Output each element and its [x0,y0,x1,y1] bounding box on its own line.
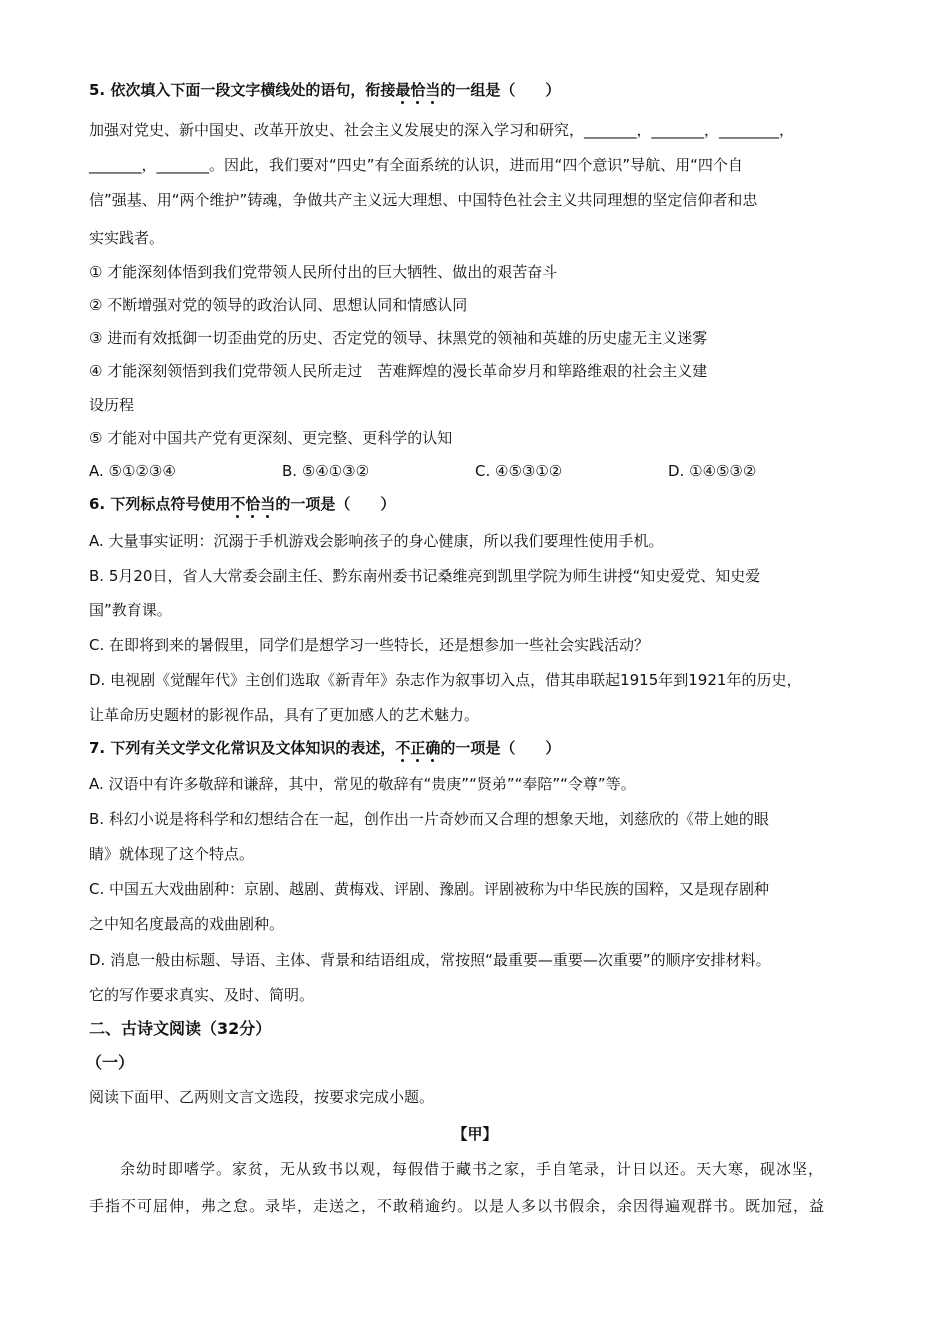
q7-emphasis [395,739,440,757]
q5-paragraph-line: 实实践者。 [89,229,165,247]
q5-paragraph-line: _______，_______。因此，我们要对“四史”有全面系统的认识，进而用“四个意识”导航、用“四个自 [89,156,743,174]
emphasis-char: 当 [425,81,441,99]
q5-emphasis [395,81,440,99]
section-heading: 二、古诗文阅读（32分） [89,1019,272,1038]
q7-stem: 7. 下列有关文学文化常识及文体知识的表述，不正确的一项是（ ） [89,739,561,757]
emphasis-char: 当 [260,495,276,513]
q7-option-b[interactable]: B. 科幻小说是将科学和幻想结合在一起，创作出一片奇妙而又合理的想象天地，刘慈欣的《带上她的眼 [89,810,769,828]
q7-option-d[interactable]: D. 消息一般由标题、导语、主体、背景和结语组成，常按照“最重要—重要—次重要”的顺序安排材料。 [89,951,771,969]
q6-option-b[interactable]: B. 5月20日，省人大常委会副主任、黔东南州委书记桑维亮到凯里学院为师生讲授“知史爱党、知史爱 [89,567,761,585]
q7-option-c[interactable]: C. 中国五大戏曲剧种：京剧、越剧、黄梅戏、评剧、豫剧。评剧被称为中华民族的国粹，又是现存剧种 [89,880,770,898]
q7-option-d-cont: 它的写作要求真实、及时、简明。 [89,986,315,1004]
emphasis-char: 确 [425,739,441,757]
q6-emphasis [230,495,275,513]
q5-option-a[interactable]: A. ⑤①②③④ [89,462,176,480]
q5-item: ⑤ 才能对中国共产党有更深刻、更完整、更科学的认知 [89,429,453,447]
passage-line: 余幼时即嗜学。家贫，无从致书以观，每假借于藏书之家，手自笔录，计日以还。天大寒，砚冰坚， [120,1160,825,1178]
q7-option-a[interactable]: A. 汉语中有许多敬辞和谦辞，其中，常见的敬辞有“贵庚”“贤弟”“奉陪”“令尊”等。 [89,775,636,793]
emphasis-char: 最 [395,81,411,99]
q5-item: ④ 才能深刻领悟到我们党带领人民所走过 苦难辉煌的漫长革命岁月和筚路维艰的社会主义建 [89,362,708,380]
q5-paragraph-line: 加强对党史、新中国史、改革开放史、社会主义发展史的深入学习和研究，_______，_______，________， [89,121,795,139]
emphasis-char: 恰 [245,495,261,513]
q5-option-c[interactable]: C. ④⑤③①② [475,462,563,480]
q6-option-a[interactable]: A. 大量事实证明：沉溺于手机游戏会影响孩子的身心健康，所以我们要理性使用手机。 [89,532,664,550]
q7-option-c-cont: 之中知名度最高的戏曲剧种。 [89,915,285,933]
q5-option-b[interactable]: B. ⑤④①③② [282,462,370,480]
q5-option-d[interactable]: D. ①④⑤③② [668,462,757,480]
q5-item: ① 才能深刻体悟到我们党带领人民所付出的巨大牺牲、做出的艰苦奋斗 [89,263,558,281]
emphasis-char: 不 [395,739,411,757]
q7-option-b-cont: 睛》就体现了这个特点。 [89,845,255,863]
q5-stem: 5. 依次填入下面一段文字横线处的语句，衔接最恰当的一组是（ ） [89,81,561,99]
q6-option-c[interactable]: C. 在即将到来的暑假里，同学们是想学习一些特长，还是想参加一些社会实践活动？ [89,636,650,654]
subsection-heading: （一） [86,1053,135,1072]
q6-option-d-cont: 让革命历史题材的影视作品，具有了更加感人的艺术魅力。 [89,706,480,724]
q5-item: 设历程 [89,396,135,414]
q6-stem: 6. 下列标点符号使用不恰当的一项是（ ） [89,495,396,513]
q6-option-d[interactable]: D. 电视剧《觉醒年代》主创们选取《新青年》杂志作为叙事切入点，借其串联起1915年到1921年的历史， [89,671,802,689]
q5-paragraph-line: 信”强基、用“两个维护”铸魂，争做共产主义远大理想、中国特色社会主义共同理想的坚定信仰者和忠 [89,191,758,209]
q5-item: ② 不断增强对党的领导的政治认同、思想认同和情感认同 [89,296,468,314]
passage-line: 手指不可屈伸，弗之怠。录毕，走送之，不敢稍逾约。以是人多以书假余，余因得遍观群书。既加冠，益 [89,1197,826,1215]
emphasis-char: 恰 [410,81,426,99]
emphasis-char: 不 [230,495,246,513]
emphasis-char: 正 [410,739,426,757]
reading-instruction: 阅读下面甲、乙两则文言文选段，按要求完成小题。 [89,1088,435,1106]
q6-option-b-cont: 国”教育课。 [89,601,172,619]
q5-item: ③ 进而有效抵御一切歪曲党的历史、否定党的领导、抹黑党的领袖和英雄的历史虚无主义迷雾 [89,329,708,347]
passage-title: 【甲】 [452,1125,498,1143]
